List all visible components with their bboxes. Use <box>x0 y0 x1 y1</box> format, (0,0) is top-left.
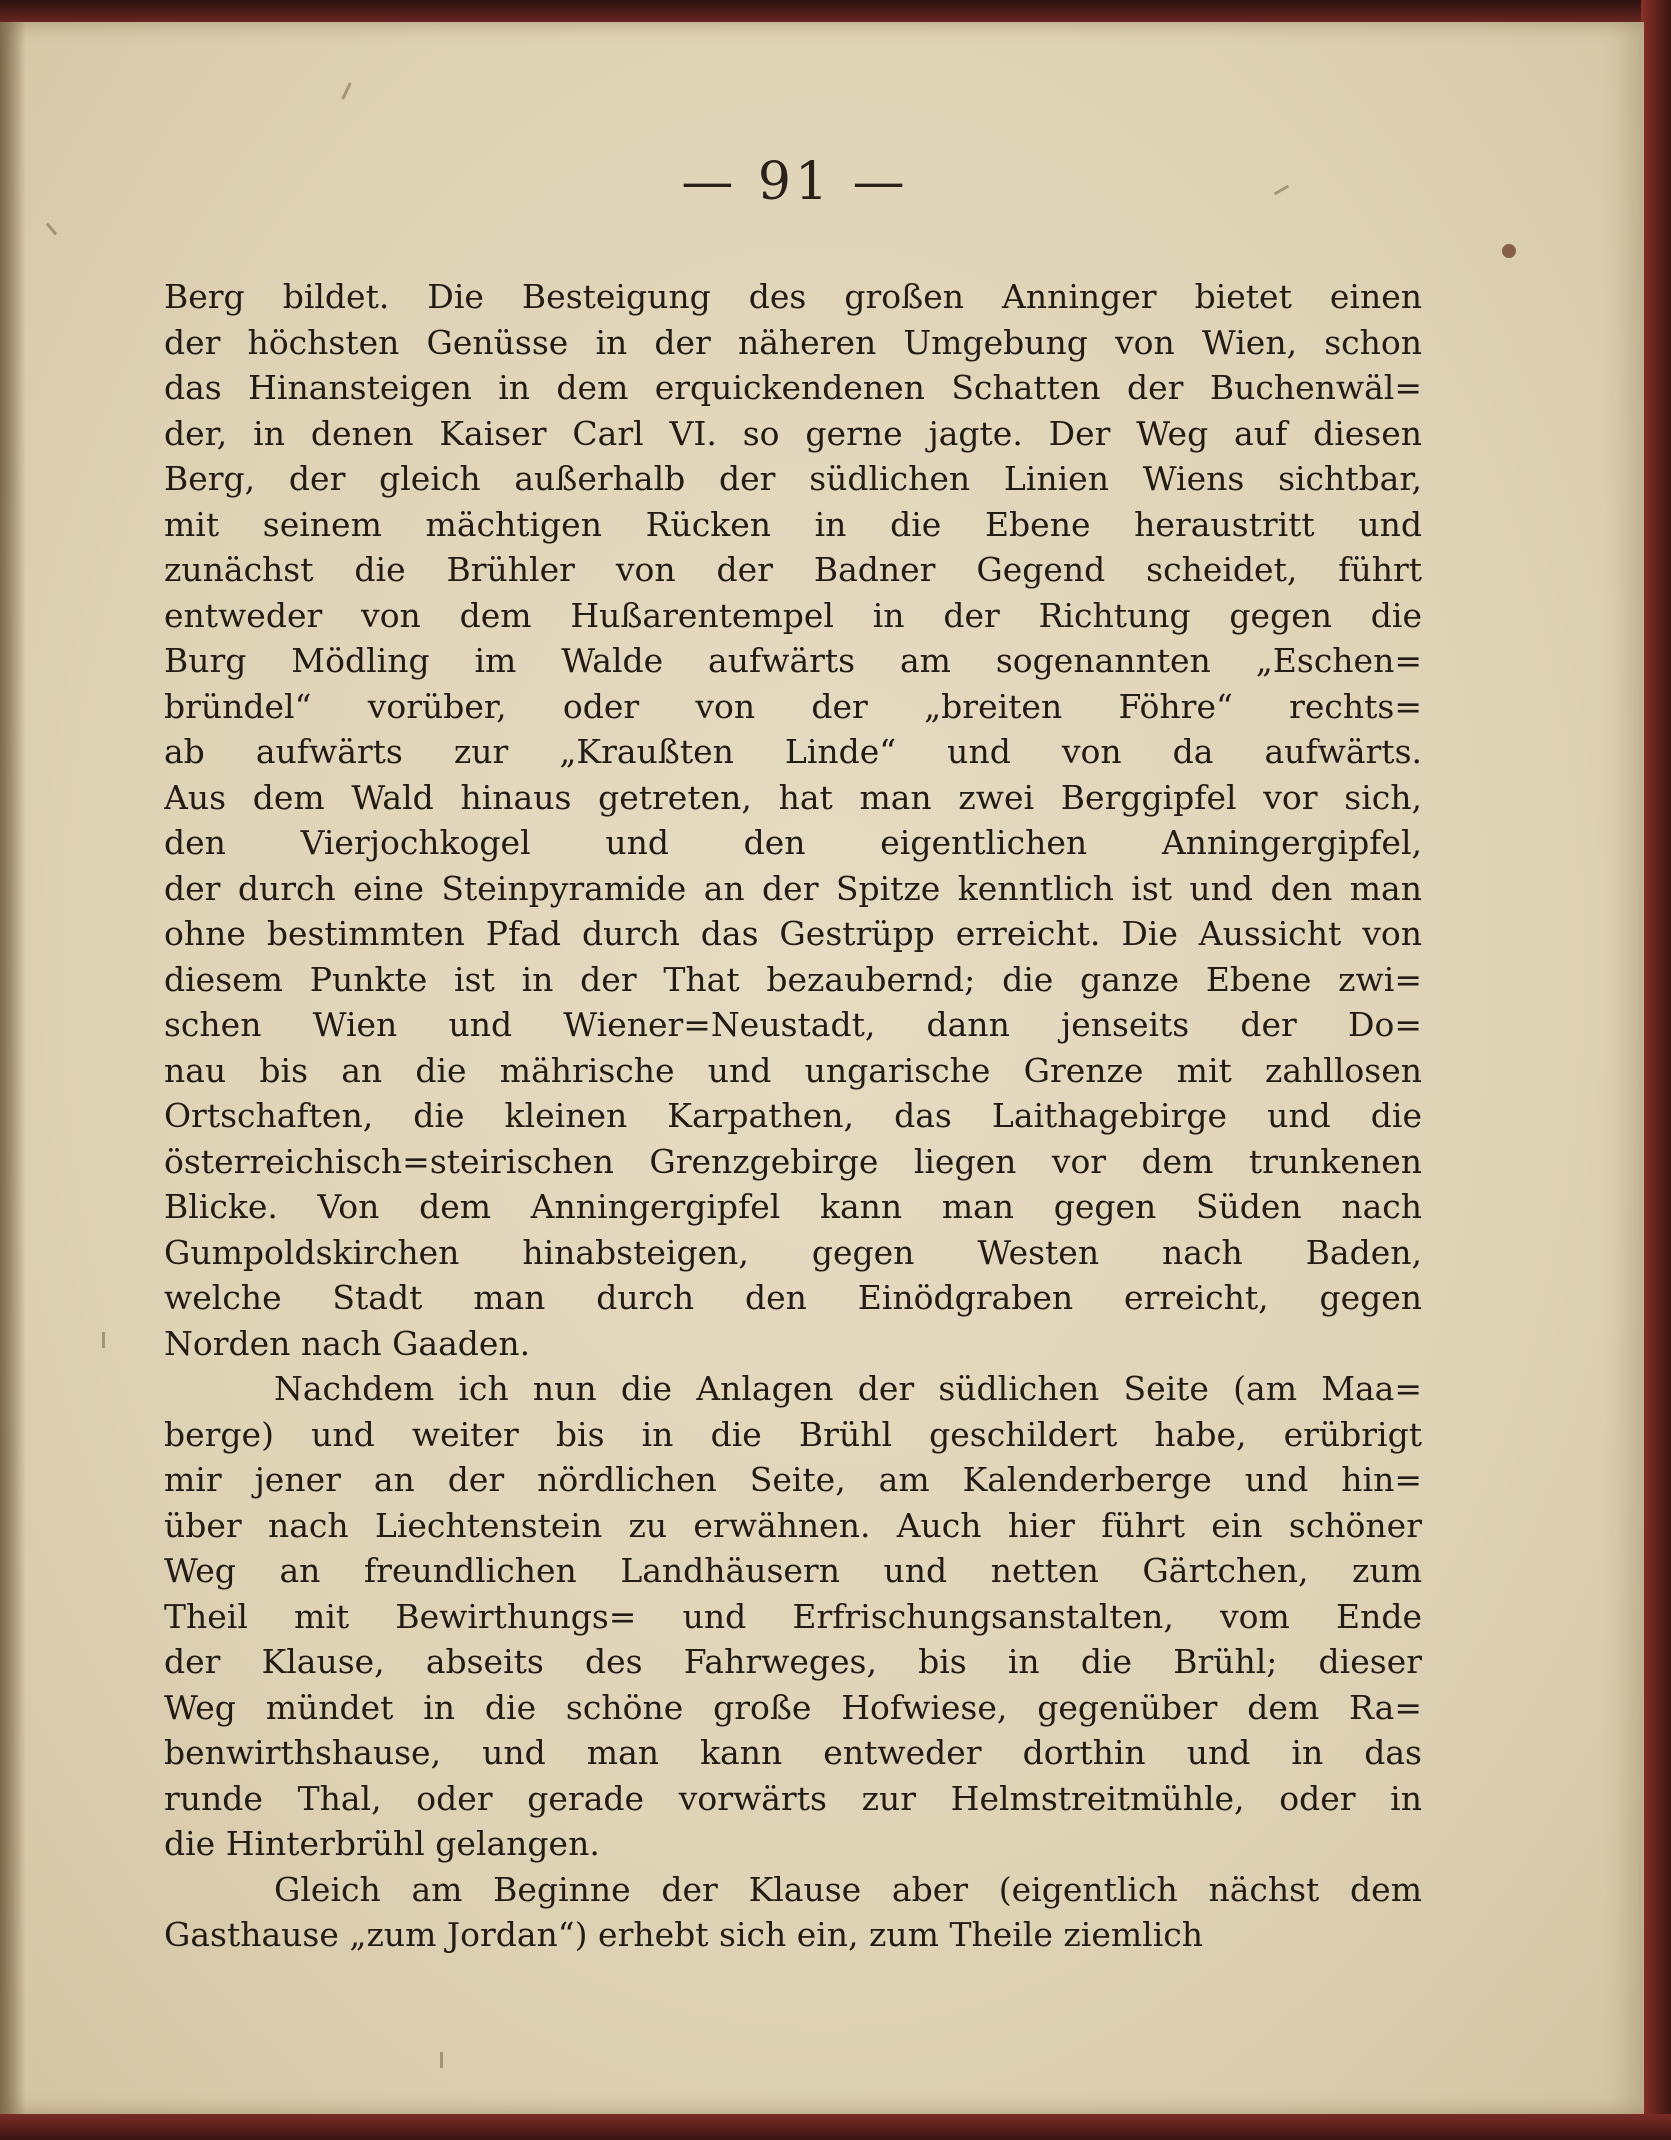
book-cover-right-edge <box>1641 0 1671 2140</box>
text-line: Gasthause „zum Jordan“) erhebt sich ein, zum Theile ziemlich <box>164 1915 1203 1954</box>
text-line: Theil mit Bewirthungs= und Erfrischungsanstalten, vom Ende <box>164 1596 1422 1636</box>
stray-mark <box>102 1332 105 1348</box>
text-line: welche Stadt man durch den Einödgraben erreicht, gegen <box>164 1278 1422 1317</box>
text-line: der, in denen Kaiser Carl VI. so gerne jagte. Der Weg auf diesen <box>164 413 1422 453</box>
text-line: Burg Mödling im Walde aufwärts am sogenannten „Eschen= <box>164 641 1422 680</box>
text-line: Aus dem Wald hinaus getreten, hat man zwei Berggipfel vor sich, <box>164 777 1422 817</box>
text-line: die Hinterbrühl gelangen. <box>164 1824 600 1863</box>
book-cover-top-edge <box>0 0 1671 24</box>
page-number: — 91 — <box>681 152 909 212</box>
text-line: schen Wien und Wiener=Neustadt, dann jenseits der Do= <box>164 1005 1422 1044</box>
text-line: Nachdem ich nun die Anlagen der südlichen Seite (am Maa= <box>274 1369 1422 1408</box>
text-line: Norden nach Gaaden. <box>164 1323 531 1363</box>
text-line: den Vierjochkogel und den eigentlichen Anningergipfel, <box>164 823 1422 862</box>
text-line: Gleich am Beginne der Klause aber (eigentlich nächst dem <box>274 1869 1422 1909</box>
stray-mark <box>341 82 351 100</box>
text-line: bründel“ vorüber, oder von der „breiten Föhre“ rechts= <box>164 686 1422 726</box>
text-line: Weg an freundlichen Landhäusern und netten Gärtchen, zum <box>164 1551 1422 1590</box>
book-cover-bottom-edge <box>0 2114 1671 2140</box>
paper-page <box>0 22 1644 2114</box>
text-line: Blicke. Von dem Anningergipfel kann man gegen Süden nach <box>164 1187 1422 1226</box>
text-line: runde Thal, oder gerade vorwärts zur Helmstreitmühle, oder in <box>164 1778 1422 1818</box>
body-text <box>164 274 1422 1958</box>
text-line: diesem Punkte ist in der That bezaubernd; die ganze Ebene zwi= <box>164 959 1422 999</box>
text-line: über nach Liechtenstein zu erwähnen. Auch hier führt ein schöner <box>164 1505 1422 1545</box>
text-line: Gumpoldskirchen hinabsteigen, gegen Westen nach Baden, <box>164 1232 1422 1272</box>
stray-mark <box>46 223 57 236</box>
ink-spot <box>1502 244 1516 258</box>
text-line: nau bis an die mährische und ungarische Grenze mit zahllosen <box>164 1050 1422 1090</box>
text-line: der höchsten Genüsse in der näheren Umgebung von Wien, schon <box>164 322 1422 362</box>
text-line: der durch eine Steinpyramide an der Spitze kenntlich ist und den man <box>164 868 1422 908</box>
text-line: Ortschaften, die kleinen Karpathen, das Laithagebirge und die <box>164 1096 1422 1135</box>
text-line: berge) und weiter bis in die Brühl geschildert habe, erübrigt <box>164 1414 1422 1454</box>
text-line: Berg, der gleich außerhalb der südlichen Linien Wiens sichtbar, <box>164 459 1422 498</box>
spine-shadow <box>0 22 26 2114</box>
text-line: Weg mündet in die schöne große Hofwiese, gegenüber dem Ra= <box>164 1687 1422 1727</box>
text-line: mir jener an der nördlichen Seite, am Kalenderberge und hin= <box>164 1460 1422 1499</box>
text-line: ohne bestimmten Pfad durch das Gestrüpp erreicht. Die Aussicht von <box>164 914 1422 953</box>
text-line: Berg bildet. Die Besteigung des großen Anninger bietet einen <box>164 277 1422 316</box>
text-line: benwirthshause, und man kann entweder dorthin und in das <box>164 1733 1422 1772</box>
text-line: ab aufwärts zur „Kraußten Linde“ und von da aufwärts. <box>164 732 1422 771</box>
text-line: entweder von dem Hußarentempel in der Richtung gegen die <box>164 595 1422 635</box>
stray-mark <box>440 2052 443 2068</box>
text-line: mit seinem mächtigen Rücken in die Ebene heraustritt und <box>164 504 1422 544</box>
text-line: das Hinansteigen in dem erquickendenen Schatten der Buchenwäl= <box>164 368 1422 407</box>
text-line: der Klause, abseits des Fahrweges, bis in die Brühl; dieser <box>164 1642 1422 1681</box>
text-line: österreichisch=steirischen Grenzgebirge liegen vor dem trunkenen <box>164 1141 1422 1181</box>
text-line: zunächst die Brühler von der Badner Gegend scheidet, führt <box>164 550 1422 589</box>
